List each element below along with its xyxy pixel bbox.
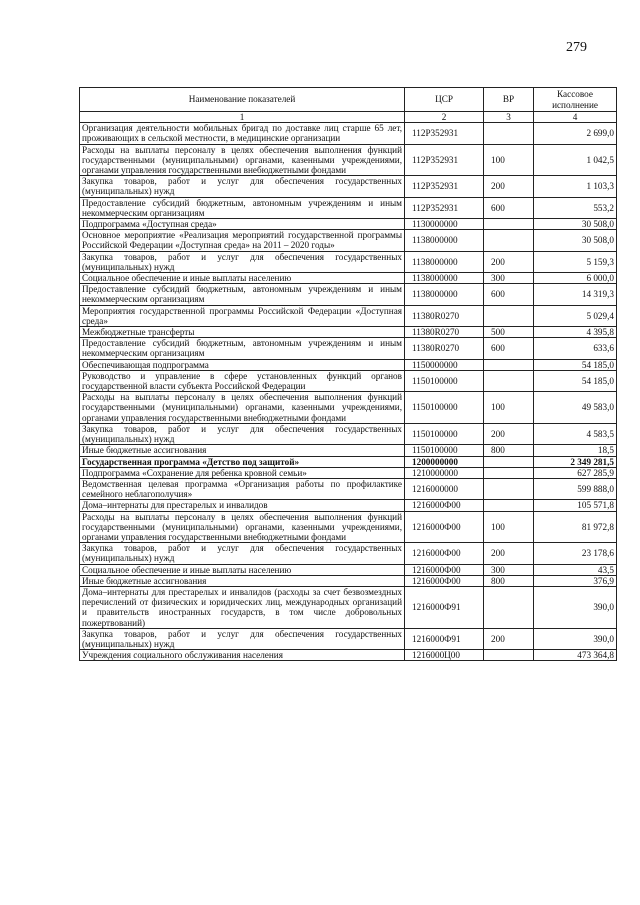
header-csr: ЦСР <box>405 88 484 112</box>
row-vr: 800 <box>484 445 534 456</box>
row-vr <box>484 230 534 251</box>
row-csr: 1216000Ц00 <box>405 650 484 661</box>
row-sum: 1 103,3 <box>534 176 617 197</box>
row-sum: 18,5 <box>534 445 617 456</box>
row-csr: 11380R0270 <box>405 327 484 338</box>
row-sum: 30 508,0 <box>534 219 617 230</box>
row-name: Иные бюджетные ассигнования <box>80 575 405 586</box>
row-sum: 1 042,5 <box>534 144 617 176</box>
row-csr: 1138000000 <box>405 273 484 284</box>
row-sum: 54 185,0 <box>534 370 617 391</box>
row-sum: 4 583,5 <box>534 423 617 444</box>
row-name: Мероприятия государственной программы Российской Федерации «Доступная среда» <box>80 305 405 326</box>
table-row <box>80 123 617 144</box>
table-row <box>80 359 617 370</box>
row-sum: 105 571,8 <box>534 500 617 511</box>
row-vr <box>484 219 534 230</box>
table-row <box>80 219 617 230</box>
row-csr: 1138000000 <box>405 251 484 272</box>
row-vr: 200 <box>484 251 534 272</box>
row-name: Предоставление субсидий бюджетным, автономным учреждениям и иным некоммерческим организациям <box>80 284 405 305</box>
row-csr: 1216000Ф00 <box>405 500 484 511</box>
row-vr <box>484 467 534 478</box>
row-sum: 6 000,0 <box>534 273 617 284</box>
header-name: Наименование показателей <box>80 88 405 112</box>
row-vr: 200 <box>484 543 534 564</box>
table-row <box>80 543 617 564</box>
row-name: Организация деятельности мобильных бригад по доставке лиц старше 65 лет, проживающих в сельской местности, в медицинские организации <box>80 123 405 144</box>
table-row <box>80 251 617 272</box>
row-sum: 2 349 281,5 <box>534 456 617 467</box>
row-sum: 473 364,8 <box>534 650 617 661</box>
row-name: Дома–интернаты для престарелых и инвалидов <box>80 500 405 511</box>
row-sum: 390,0 <box>534 628 617 649</box>
row-name: Социальное обеспечение и иные выплаты населению <box>80 564 405 575</box>
table-row <box>80 197 617 218</box>
row-sum: 30 508,0 <box>534 230 617 251</box>
row-csr: 1130000000 <box>405 219 484 230</box>
row-vr <box>484 123 534 144</box>
row-csr: 112P352931 <box>405 123 484 144</box>
row-sum: 4 395,8 <box>534 327 617 338</box>
row-csr: 1150100000 <box>405 423 484 444</box>
row-csr: 1216000Ф91 <box>405 586 484 628</box>
row-vr: 100 <box>484 144 534 176</box>
row-sum: 43,5 <box>534 564 617 575</box>
table-row <box>80 467 617 478</box>
row-name: Подпрограмма «Доступная среда» <box>80 219 405 230</box>
row-csr: 1216000Ф00 <box>405 511 484 543</box>
row-csr: 112P352931 <box>405 197 484 218</box>
table-row <box>80 511 617 543</box>
row-vr: 500 <box>484 327 534 338</box>
row-vr: 800 <box>484 575 534 586</box>
row-sum: 5 029,4 <box>534 305 617 326</box>
row-name: Межбюджетные трансферты <box>80 327 405 338</box>
table-row <box>80 564 617 575</box>
row-sum: 553,2 <box>534 197 617 218</box>
row-sum: 2 699,0 <box>534 123 617 144</box>
column-number-row <box>80 112 617 123</box>
row-csr: 1150000000 <box>405 359 484 370</box>
row-name: Дома–интернаты для престарелых и инвалидов (расходы за счет безвозмездных перечислений от физических и юридических лиц, международных организаций и правительств иностранных государств, в том числе добровольных пожертвований) <box>80 586 405 628</box>
table-row <box>80 273 617 284</box>
row-vr <box>484 456 534 467</box>
row-name: Учреждения социального обслуживания населения <box>80 650 405 661</box>
row-name: Расходы на выплаты персоналу в целях обеспечения выполнения функций государственными (муниципальными) органами, казенными учреждениями, органами управления государственными внебюджетными фондами <box>80 144 405 176</box>
row-csr: 1150100000 <box>405 370 484 391</box>
column-number: 3 <box>484 112 534 123</box>
row-name: Закупка товаров, работ и услуг для обеспечения государственных (муниципальных) нужд <box>80 423 405 444</box>
row-vr <box>484 478 534 499</box>
table-row <box>80 370 617 391</box>
row-vr: 200 <box>484 628 534 649</box>
row-sum: 376,9 <box>534 575 617 586</box>
row-vr: 200 <box>484 176 534 197</box>
table-row <box>80 176 617 197</box>
row-sum: 49 583,0 <box>534 392 617 424</box>
row-name: Иные бюджетные ассигнования <box>80 445 405 456</box>
row-name: Расходы на выплаты персоналу в целях обеспечения выполнения функций государственными (муниципальными) органами, казенными учреждениями, органами управления государственными внебюджетными фондами <box>80 511 405 543</box>
row-vr: 200 <box>484 423 534 444</box>
header-vr: ВР <box>484 88 534 112</box>
row-name: Ведомственная целевая программа «Организация работы по профилактике семейного неблагополучия» <box>80 478 405 499</box>
row-sum: 54 185,0 <box>534 359 617 370</box>
column-number: 4 <box>534 112 617 123</box>
table-row <box>80 445 617 456</box>
table-row <box>80 392 617 424</box>
row-csr: 1216000Ф00 <box>405 543 484 564</box>
row-vr <box>484 500 534 511</box>
table-row <box>80 305 617 326</box>
row-csr: 1138000000 <box>405 230 484 251</box>
row-csr: 1216000Ф00 <box>405 575 484 586</box>
table-row <box>80 456 617 467</box>
row-vr: 100 <box>484 511 534 543</box>
row-csr: 1216000Ф91 <box>405 628 484 649</box>
page-number: 279 <box>566 40 587 55</box>
row-vr <box>484 650 534 661</box>
column-number: 1 <box>80 112 405 123</box>
row-name: Руководство и управление в сфере установленных функций органов государственной власти субъекта Российской Федерации <box>80 370 405 391</box>
row-csr: 1216000000 <box>405 478 484 499</box>
row-csr: 1150100000 <box>405 445 484 456</box>
row-csr: 11380R0270 <box>405 305 484 326</box>
row-name: Расходы на выплаты персоналу в целях обеспечения выполнения функций государственными (муниципальными) органами, казенными учреждениями, органами управления государственными внебюджетными фондами <box>80 392 405 424</box>
table-body <box>80 123 617 661</box>
row-sum: 633,6 <box>534 338 617 359</box>
row-csr: 112P352931 <box>405 144 484 176</box>
table-header-row <box>80 88 617 112</box>
row-csr: 11380R0270 <box>405 338 484 359</box>
table-row <box>80 586 617 628</box>
row-csr: 1150100000 <box>405 392 484 424</box>
row-name: Закупка товаров, работ и услуг для обеспечения государственных (муниципальных) нужд <box>80 251 405 272</box>
table-row <box>80 327 617 338</box>
table-row <box>80 628 617 649</box>
table-row <box>80 284 617 305</box>
row-vr: 300 <box>484 273 534 284</box>
row-sum: 81 972,8 <box>534 511 617 543</box>
row-name: Обеспечивающая подпрограмма <box>80 359 405 370</box>
table-row <box>80 500 617 511</box>
row-name: Подпрограмма «Сохранение для ребенка кровной семьи» <box>80 467 405 478</box>
row-csr: 1200000000 <box>405 456 484 467</box>
row-vr <box>484 305 534 326</box>
header-sum: Кассовое исполнение <box>534 88 617 112</box>
column-number: 2 <box>405 112 484 123</box>
table-row <box>80 230 617 251</box>
table-row <box>80 478 617 499</box>
row-name: Закупка товаров, работ и услуг для обеспечения государственных (муниципальных) нужд <box>80 628 405 649</box>
row-vr: 600 <box>484 284 534 305</box>
row-name: Закупка товаров, работ и услуг для обеспечения государственных (муниципальных) нужд <box>80 543 405 564</box>
table-row <box>80 338 617 359</box>
row-sum: 23 178,6 <box>534 543 617 564</box>
row-csr: 1210000000 <box>405 467 484 478</box>
row-vr <box>484 359 534 370</box>
row-name: Предоставление субсидий бюджетным, автономным учреждениям и иным некоммерческим организациям <box>80 338 405 359</box>
budget-table <box>79 87 617 661</box>
row-sum: 390,0 <box>534 586 617 628</box>
row-vr: 100 <box>484 392 534 424</box>
table-row <box>80 650 617 661</box>
row-sum: 5 159,3 <box>534 251 617 272</box>
row-vr: 600 <box>484 197 534 218</box>
table-row <box>80 575 617 586</box>
row-vr <box>484 370 534 391</box>
row-name: Предоставление субсидий бюджетным, автономным учреждениям и иным некоммерческим организациям <box>80 197 405 218</box>
table-row <box>80 423 617 444</box>
row-vr <box>484 586 534 628</box>
row-name: Социальное обеспечение и иные выплаты населению <box>80 273 405 284</box>
row-csr: 112P352931 <box>405 176 484 197</box>
row-sum: 14 319,3 <box>534 284 617 305</box>
row-vr: 600 <box>484 338 534 359</box>
row-csr: 1138000000 <box>405 284 484 305</box>
row-name: Государственная программа «Детство под защитой» <box>80 456 405 467</box>
row-name: Закупка товаров, работ и услуг для обеспечения государственных (муниципальных) нужд <box>80 176 405 197</box>
row-sum: 627 285,9 <box>534 467 617 478</box>
row-csr: 1216000Ф00 <box>405 564 484 575</box>
row-vr: 300 <box>484 564 534 575</box>
table-row <box>80 144 617 176</box>
row-sum: 599 888,0 <box>534 478 617 499</box>
row-name: Основное мероприятие «Реализация мероприятий государственной программы Российской Федерации «Доступная среда» на 2011 – 2020 годы» <box>80 230 405 251</box>
